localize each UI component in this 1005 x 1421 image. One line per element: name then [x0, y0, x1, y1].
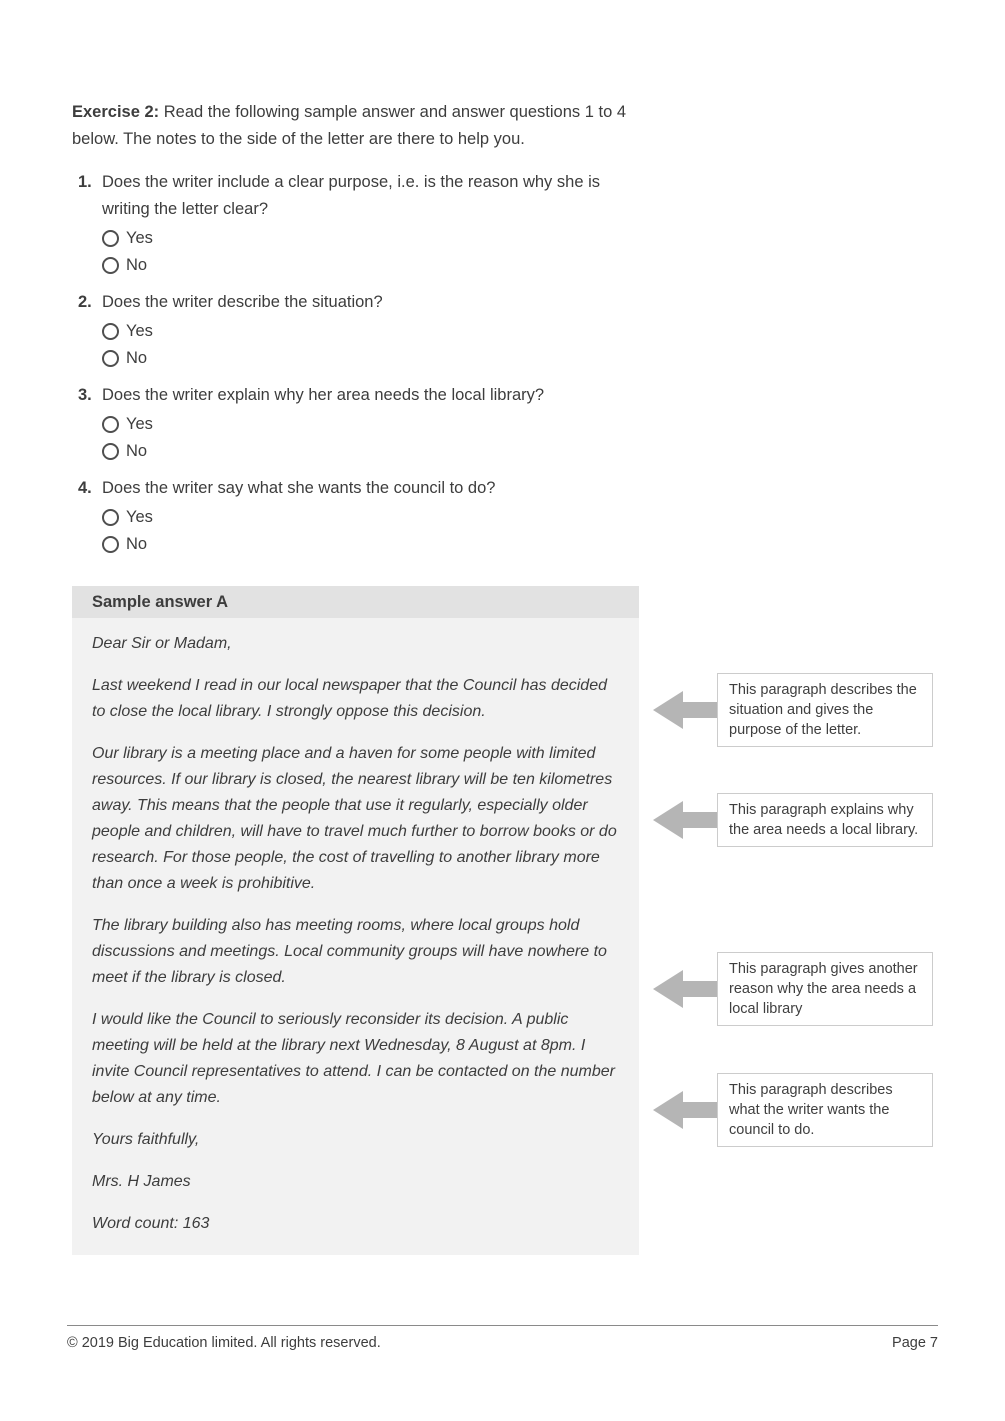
left-arrow-icon — [653, 801, 717, 839]
question-4 — [72, 475, 639, 558]
letter-signature: Mrs. H James — [92, 1173, 191, 1190]
radio-button-icon[interactable] — [102, 323, 119, 340]
left-arrow-icon — [653, 970, 717, 1008]
annotation-note: This paragraph gives another reason why the area needs a local library — [717, 952, 933, 1026]
option-label: No — [126, 535, 148, 553]
question-list — [72, 169, 639, 558]
option-label: Yes — [126, 322, 153, 340]
question-3 — [72, 382, 639, 465]
question-4-text: Does the writer say what she wants the council to do? — [102, 479, 496, 497]
page-footer — [67, 1335, 938, 1351]
letter-paragraph-2: Our library is a meeting place and a haven for some people with limited resources. If our library is closed, the nearest library will be ten kilometres away. This means that the people that use it regularly, especially older people and children, will have to travel much further to borrow books or do research. For those people, the cost of travelling to another library more than once a week is prohibitive. — [92, 745, 617, 892]
annotation-4 — [653, 1073, 933, 1147]
letter-word-count: Word count: 163 — [92, 1215, 210, 1232]
letter-closing: Yours faithfully, — [92, 1131, 200, 1148]
question-4-option-yes[interactable] — [102, 504, 639, 531]
annotation-note: This paragraph describes what the writer wants the council to do. — [717, 1073, 933, 1147]
exercise-intro — [72, 99, 638, 153]
question-2-number: 2. — [78, 293, 92, 311]
exercise-instructions: Read the following sample answer and answer questions 1 to 4 below. The notes to the side of the letter are there to help you. — [72, 103, 627, 148]
annotation-3 — [653, 952, 933, 1026]
question-3-number: 3. — [78, 386, 92, 404]
question-3-option-yes[interactable] — [102, 411, 639, 438]
left-arrow-icon — [653, 691, 717, 729]
annotation-note: This paragraph describes the situation and gives the purpose of the letter. — [717, 673, 933, 747]
page-number: Page 7 — [892, 1335, 938, 1351]
option-label: No — [126, 256, 148, 274]
copyright-text: © 2019 Big Education limited. All rights reserved. — [67, 1335, 381, 1351]
option-label: No — [126, 349, 148, 367]
footer-divider — [67, 1325, 938, 1326]
option-label: No — [126, 442, 148, 460]
sample-answer-title: Sample answer A — [72, 586, 639, 618]
option-label: Yes — [126, 415, 153, 433]
exercise-label: Exercise 2: — [72, 103, 160, 121]
annotation-note: This paragraph explains why the area needs a local library. — [717, 793, 933, 847]
question-3-option-no[interactable] — [102, 438, 639, 465]
annotation-1 — [653, 673, 933, 747]
radio-button-icon[interactable] — [102, 257, 119, 274]
question-3-text: Does the writer explain why her area needs the local library? — [102, 386, 545, 404]
letter-paragraph-4: I would like the Council to seriously reconsider its decision. A public meeting will be held at the library next Wednesday, 8 August at 8pm. I invite Council representatives to attend. I can be contacted on the number below at any time. — [92, 1011, 615, 1106]
radio-button-icon[interactable] — [102, 443, 119, 460]
letter-paragraph-3: The library building also has meeting rooms, where local groups hold discussions and meetings. Local community groups will have nowhere to meet if the library is closed. — [92, 917, 607, 986]
radio-button-icon[interactable] — [102, 350, 119, 367]
sample-answer-box — [72, 586, 639, 1255]
radio-button-icon[interactable] — [102, 416, 119, 433]
question-1-number: 1. — [78, 173, 92, 191]
annotation-2 — [653, 793, 933, 847]
radio-button-icon[interactable] — [102, 230, 119, 247]
left-arrow-icon — [653, 1091, 717, 1129]
main-column — [72, 99, 639, 1255]
sample-answer-letter — [72, 618, 639, 1255]
question-1-option-yes[interactable] — [102, 225, 639, 252]
question-2-text: Does the writer describe the situation? — [102, 293, 383, 311]
question-4-option-no[interactable] — [102, 531, 639, 558]
question-2-option-no[interactable] — [102, 345, 639, 372]
question-1-text: Does the writer include a clear purpose, i.e. is the reason why she is writing the letter clear? — [102, 173, 600, 218]
question-1 — [72, 169, 639, 279]
letter-salutation: Dear Sir or Madam, — [92, 635, 232, 652]
option-label: Yes — [126, 229, 153, 247]
radio-button-icon[interactable] — [102, 509, 119, 526]
radio-button-icon[interactable] — [102, 536, 119, 553]
question-4-number: 4. — [78, 479, 92, 497]
letter-paragraph-1: Last weekend I read in our local newspaper that the Council has decided to close the local library. I strongly oppose this decision. — [92, 677, 607, 720]
option-label: Yes — [126, 508, 153, 526]
question-1-option-no[interactable] — [102, 252, 639, 279]
question-2-option-yes[interactable] — [102, 318, 639, 345]
question-2 — [72, 289, 639, 372]
